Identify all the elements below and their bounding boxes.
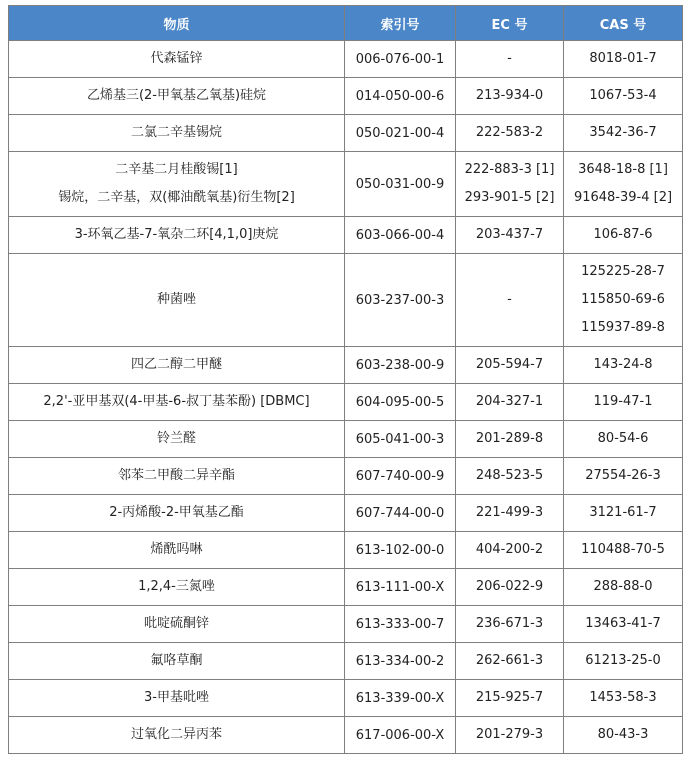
table-body — [9, 41, 683, 754]
ec-number-cell — [456, 680, 564, 717]
cas-number-cell — [564, 78, 683, 115]
ec-number-cell-line: 201-279-3 — [475, 727, 544, 742]
substance-cell — [9, 78, 345, 115]
ec-number-cell — [456, 421, 564, 458]
cas-number-cell — [564, 532, 683, 569]
table-row — [9, 532, 683, 569]
cas-number-cell-line: 3648-18-8 [1] — [578, 162, 668, 177]
substance-cell — [9, 495, 345, 532]
ec-number-cell-line: 221-499-3 — [475, 505, 544, 520]
substance-cell — [9, 152, 345, 217]
cas-number-cell — [564, 569, 683, 606]
index-number-cell: 613-111-00-X — [345, 569, 456, 606]
cas-number-cell — [564, 384, 683, 421]
ec-number-cell-line: 213-934-0 — [475, 88, 544, 103]
table-row — [9, 152, 683, 217]
substance-cell-line: 锡烷，二辛基，双(椰油酰氧基)衍生物[2] — [58, 190, 295, 205]
header-row — [9, 6, 683, 41]
ec-number-cell-line: - — [507, 51, 512, 66]
cas-number-cell — [564, 347, 683, 384]
cas-number-cell-line: 3121-61-7 — [589, 505, 657, 520]
table-row — [9, 680, 683, 717]
substance-cell — [9, 458, 345, 495]
cas-number-cell — [564, 41, 683, 78]
cas-number-cell-line: 61213-25-0 — [585, 653, 661, 668]
substance-table-container — [8, 5, 683, 754]
header-index-number: 索引号 — [345, 6, 456, 41]
cas-number-cell — [564, 495, 683, 532]
cas-number-cell — [564, 115, 683, 152]
cas-number-cell — [564, 458, 683, 495]
substance-cell — [9, 532, 345, 569]
ec-number-cell — [456, 78, 564, 115]
cas-number-cell — [564, 717, 683, 754]
substance-cell-line: 铃兰醛 — [156, 431, 196, 446]
ec-number-cell-line: 236-671-3 — [475, 616, 544, 631]
index-number-cell: 617-006-00-X — [345, 717, 456, 754]
index-number-cell: 605-041-00-3 — [345, 421, 456, 458]
substance-cell-line: 3-环氧乙基-7-氧杂二环[4,1,0]庚烷 — [74, 227, 279, 242]
index-number-cell: 607-744-00-0 — [345, 495, 456, 532]
index-number-cell: 006-076-00-1 — [345, 41, 456, 78]
substance-cell-line: 1,2,4-三氮唑 — [138, 579, 215, 594]
substance-cell-line: 二辛基二月桂酸锡[1] — [115, 162, 238, 177]
substance-cell-line: 代森锰锌 — [150, 51, 203, 66]
ec-number-cell-line: 206-022-9 — [475, 579, 544, 594]
substance-cell-line: 氟咯草酮 — [150, 653, 203, 668]
ec-number-cell-line: 204-327-1 — [475, 394, 544, 409]
ec-number-cell-line: 215-925-7 — [475, 690, 544, 705]
table-row — [9, 458, 683, 495]
ec-number-cell — [456, 532, 564, 569]
table-row — [9, 78, 683, 115]
index-number-cell: 613-333-00-7 — [345, 606, 456, 643]
table-row — [9, 495, 683, 532]
substance-cell-line: 烯酰吗啉 — [150, 542, 203, 557]
header-ec-number: EC 号 — [456, 6, 564, 41]
index-number-cell: 603-237-00-3 — [345, 254, 456, 347]
index-number-cell: 604-095-00-5 — [345, 384, 456, 421]
ec-number-cell — [456, 115, 564, 152]
table-row — [9, 41, 683, 78]
substance-cell — [9, 717, 345, 754]
substance-cell-line: 3-甲基吡唑 — [144, 690, 209, 705]
ec-number-cell-line: 201-289-8 — [475, 431, 544, 446]
cas-number-cell-line: 91648-39-4 [2] — [573, 190, 673, 205]
substance-cell — [9, 384, 345, 421]
cas-number-cell — [564, 254, 683, 347]
index-number-cell: 050-021-00-4 — [345, 115, 456, 152]
ec-number-cell — [456, 254, 564, 347]
cas-number-cell-line: 13463-41-7 — [585, 616, 661, 631]
substance-cell-line: 种菌唑 — [156, 292, 196, 307]
cas-number-cell-line: 143-24-8 — [593, 357, 653, 372]
ec-number-cell — [456, 495, 564, 532]
index-number-cell: 603-238-00-9 — [345, 347, 456, 384]
ec-number-cell — [456, 569, 564, 606]
ec-number-cell — [456, 384, 564, 421]
table-row — [9, 217, 683, 254]
index-number-cell: 613-334-00-2 — [345, 643, 456, 680]
index-number-cell: 607-740-00-9 — [345, 458, 456, 495]
ec-number-cell — [456, 41, 564, 78]
ec-number-cell-line: 205-594-7 — [475, 357, 544, 372]
index-number-cell: 613-102-00-0 — [345, 532, 456, 569]
ec-number-cell-line: 222-583-2 — [475, 125, 544, 140]
ec-number-cell-line: 248-523-5 — [475, 468, 544, 483]
ec-number-cell — [456, 717, 564, 754]
cas-number-cell-line: 119-47-1 — [593, 394, 653, 409]
substance-cell — [9, 254, 345, 347]
substance-table — [8, 5, 683, 754]
header-substance: 物质 — [9, 6, 345, 41]
table-row — [9, 347, 683, 384]
ec-number-cell — [456, 217, 564, 254]
index-number-cell: 050-031-00-9 — [345, 152, 456, 217]
cas-number-cell-line: 125225-28-7 — [581, 264, 665, 279]
ec-number-cell — [456, 643, 564, 680]
cas-number-cell — [564, 643, 683, 680]
cas-number-cell — [564, 680, 683, 717]
substance-cell — [9, 643, 345, 680]
cas-number-cell-line: 3542-36-7 — [589, 125, 657, 140]
table-row — [9, 254, 683, 347]
substance-cell-line: 乙烯基三(2-甲氧基乙氧基)硅烷 — [86, 88, 267, 103]
index-number-cell: 014-050-00-6 — [345, 78, 456, 115]
table-row — [9, 643, 683, 680]
substance-cell — [9, 217, 345, 254]
substance-cell — [9, 115, 345, 152]
cas-number-cell-line: 80-54-6 — [597, 431, 649, 446]
cas-number-cell-line: 80-43-3 — [597, 727, 649, 742]
substance-cell — [9, 680, 345, 717]
ec-number-cell-line: - — [507, 292, 512, 307]
table-row — [9, 717, 683, 754]
cas-number-cell-line: 288-88-0 — [593, 579, 653, 594]
substance-cell-line: 吡啶硫酮锌 — [143, 616, 209, 631]
substance-cell — [9, 41, 345, 78]
index-number-cell: 613-339-00-X — [345, 680, 456, 717]
ec-number-cell — [456, 458, 564, 495]
cas-number-cell — [564, 152, 683, 217]
cas-number-cell-line: 115850-69-6 — [581, 292, 665, 307]
cas-number-cell-line: 27554-26-3 — [585, 468, 661, 483]
substance-cell-line: 2,2'-亚甲基双(4-甲基-6-叔丁基苯酚) [DBMC] — [43, 394, 310, 409]
substance-cell — [9, 421, 345, 458]
substance-cell-line: 二氯二辛基锡烷 — [130, 125, 222, 140]
substance-cell-line: 过氧化二异丙苯 — [130, 727, 222, 742]
substance-cell-line: 2-丙烯酸-2-甲氧基乙酯 — [109, 505, 244, 520]
table-row — [9, 606, 683, 643]
index-number-cell: 603-066-00-4 — [345, 217, 456, 254]
table-row — [9, 569, 683, 606]
substance-cell-line: 邻苯二甲酸二异辛酯 — [117, 468, 235, 483]
substance-cell-line: 四乙二醇二甲醚 — [130, 357, 222, 372]
ec-number-cell — [456, 152, 564, 217]
ec-number-cell-line: 262-661-3 — [475, 653, 544, 668]
table-row — [9, 421, 683, 458]
cas-number-cell-line: 8018-01-7 — [589, 51, 657, 66]
cas-number-cell — [564, 421, 683, 458]
cas-number-cell — [564, 606, 683, 643]
cas-number-cell-line: 1067-53-4 — [589, 88, 657, 103]
cas-number-cell-line: 115937-89-8 — [581, 320, 665, 335]
cas-number-cell-line: 106-87-6 — [593, 227, 653, 242]
substance-cell — [9, 606, 345, 643]
cas-number-cell-line: 1453-58-3 — [589, 690, 657, 705]
table-row — [9, 384, 683, 421]
ec-number-cell-line: 404-200-2 — [475, 542, 544, 557]
ec-number-cell-line: 203-437-7 — [475, 227, 544, 242]
ec-number-cell-line: 293-901-5 [2] — [464, 190, 555, 205]
ec-number-cell-line: 222-883-3 [1] — [464, 162, 555, 177]
ec-number-cell — [456, 347, 564, 384]
substance-cell — [9, 569, 345, 606]
ec-number-cell — [456, 606, 564, 643]
header-cas-number: CAS 号 — [564, 6, 683, 41]
table-row — [9, 115, 683, 152]
cas-number-cell — [564, 217, 683, 254]
substance-cell — [9, 347, 345, 384]
cas-number-cell-line: 110488-70-5 — [581, 542, 665, 557]
